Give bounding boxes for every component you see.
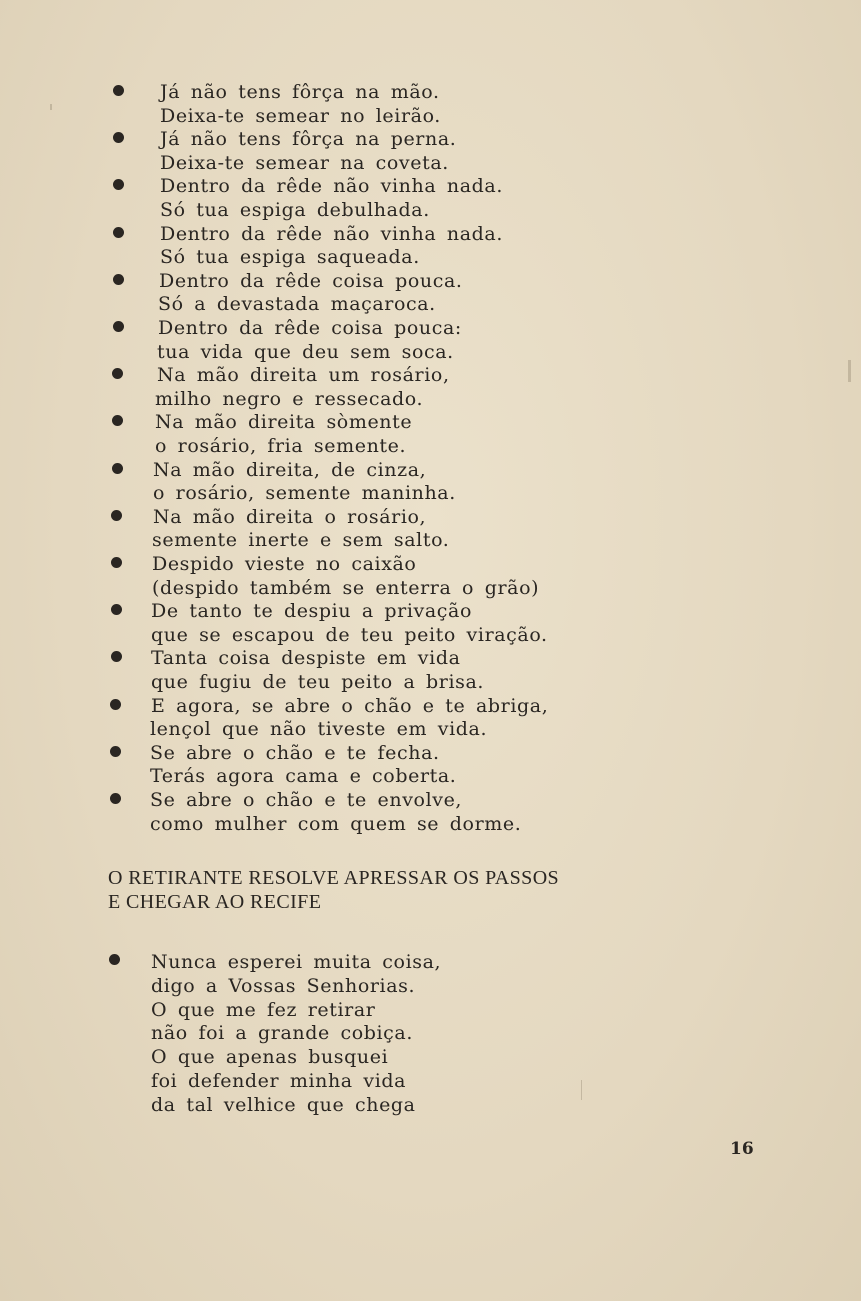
- stanza-bullet-icon: [111, 557, 122, 568]
- poem-line: O que me fez retirar: [151, 998, 376, 1021]
- paper-speck: [50, 104, 52, 110]
- poem-line: De tanto te despiu a privação: [151, 600, 472, 623]
- poem-line: Na mão direita, de cinza,: [153, 458, 427, 481]
- poem-line: E agora, se abre o chão e te abriga,: [151, 694, 549, 717]
- stanza-bullet-icon: [111, 604, 122, 615]
- poem-line: como mulher com quem se dorme.: [150, 812, 522, 835]
- poem-line: Deixa-te semear no leirão.: [160, 104, 441, 127]
- section-heading-line-1: O RETIRANTE RESOLVE APRESSAR OS PASSOS: [108, 867, 560, 889]
- poem-line: digo a Vossas Senhorias.: [151, 974, 416, 997]
- poem-line: Só a devastada maçaroca.: [158, 293, 436, 316]
- stanza-bullet-icon: [110, 746, 121, 757]
- stanza-bullet-icon: [110, 699, 121, 710]
- poem-line: Na mão direita o rosário,: [153, 505, 427, 528]
- poem-line: Nunca esperei muita coisa,: [151, 951, 442, 973]
- poem-line: Só tua espiga debulhada.: [160, 199, 430, 221]
- stanza-bullet-icon: [111, 510, 122, 521]
- stanza-bullet-icon: [113, 179, 124, 190]
- stanza-bullet-icon: [109, 954, 120, 965]
- section-heading-line-2: E CHEGAR AO RECIFE: [108, 891, 322, 913]
- poem-line: Deixa-te semear na coveta.: [160, 151, 449, 174]
- poem-line: Dentro da rêde não vinha nada.: [160, 175, 504, 198]
- poem-line: Na mão direita um rosário,: [157, 364, 450, 387]
- poem-line: milho negro e ressecado.: [155, 387, 424, 410]
- stanza-bullet-icon: [113, 227, 124, 238]
- poem-line: Na mão direita sòmente: [155, 411, 413, 434]
- paper-speck: [848, 360, 851, 382]
- stanza-bullet-icon: [112, 415, 123, 426]
- poem-line: o rosário, fria semente.: [155, 435, 407, 457]
- poem-line: Dentro da rêde coisa pouca.: [159, 269, 463, 292]
- poem-line: Só tua espiga saqueada.: [160, 246, 420, 269]
- stanza-bullet-icon: [113, 274, 124, 285]
- poem-line: Se abre o chão e te envolve,: [150, 789, 463, 811]
- poem-line: Se abre o chão e te fecha.: [150, 741, 440, 764]
- poem-line: tua vida que deu sem soca.: [157, 340, 454, 363]
- poem-line: O que apenas busquei: [151, 1046, 389, 1069]
- poem-line: Já não tens fôrça na perna.: [160, 128, 457, 151]
- poem-line: foi defender minha vida: [151, 1070, 407, 1092]
- poem-line: lençol que não tiveste em vida.: [150, 718, 488, 741]
- poem-line: semente inerte e sem salto.: [152, 529, 450, 552]
- stanza-bullet-icon: [113, 85, 124, 96]
- stanza-bullet-icon: [112, 368, 123, 379]
- poem-line: Despido vieste no caixão: [152, 553, 417, 575]
- poem-line: (despido também se enterra o grão): [152, 576, 540, 599]
- stanza-bullet-icon: [113, 321, 124, 332]
- poem-line: Dentro da rêde coisa pouca:: [158, 317, 462, 339]
- poem-line: o rosário, semente maninha.: [153, 482, 456, 505]
- poem-line: Tanta coisa despiste em vida: [151, 647, 461, 670]
- poem-line: da tal velhice que chega: [151, 1093, 416, 1116]
- page-number: 16: [730, 1139, 754, 1159]
- poem-line: Terás agora cama e coberta.: [150, 765, 457, 788]
- stanza-bullet-icon: [110, 793, 121, 804]
- stanza-bullet-icon: [112, 463, 123, 474]
- poem-line: não foi a grande cobiça.: [151, 1022, 413, 1045]
- poem-line: Dentro da rêde não vinha nada.: [160, 222, 504, 245]
- poem-line: Já não tens fôrça na mão.: [160, 81, 440, 103]
- poem-line: que fugiu de teu peito a brisa.: [151, 671, 485, 693]
- paper-speck: [581, 1080, 582, 1100]
- stanza-bullet-icon: [113, 132, 124, 143]
- stanza-bullet-icon: [111, 651, 122, 662]
- poem-line: que se escapou de teu peito viração.: [151, 623, 548, 646]
